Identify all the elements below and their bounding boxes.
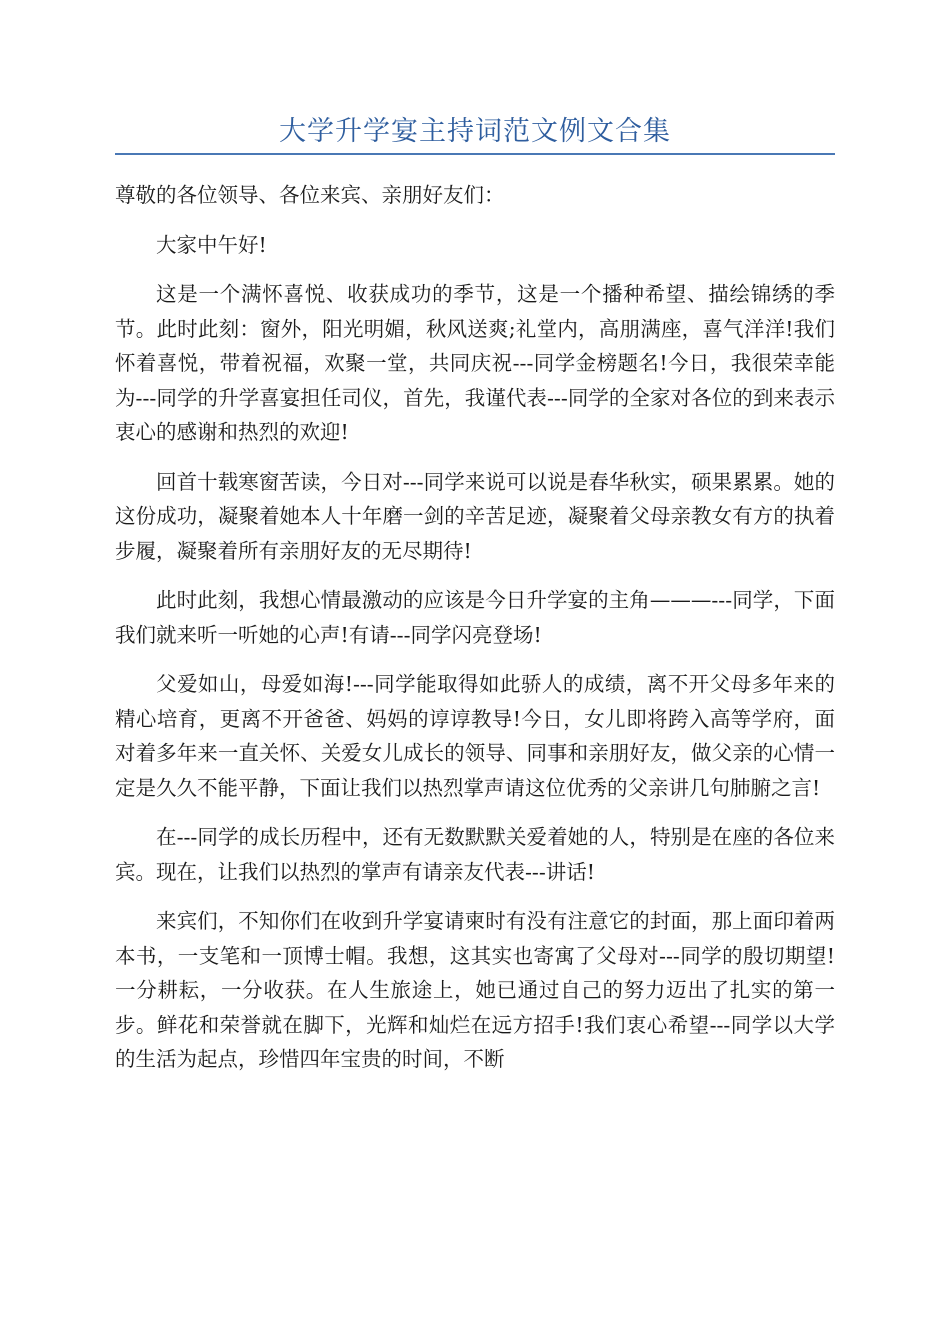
salutation: 尊敬的各位领导、各位来宾、亲朋好友们： xyxy=(115,183,505,207)
paragraph: 大家中午好! xyxy=(156,232,267,257)
paragraph: 此时此刻，我想心情最激动的应该是今日升学宴的主角———---同学，下面我们就来听一听她的心声!有请---同学闪亮登场! xyxy=(115,588,835,647)
paragraph: 来宾们，不知你们在收到升学宴请柬时有没有注意它的封面，那上面印着两本书，一支笔和一顶博士帽。我想，这其实也寄寓了父母对---同学的殷切期望!一分耕耘，一分收获。在人生旅途上，她已通过自己的努力迈出了扎实的第一步。鲜花和荣誉就在脚下，光辉和灿烂在远方招手!我们衷心希望---同学以大学的生活为起点，珍惜四年宝贵的时间，不断 xyxy=(115,909,835,1071)
paragraph: 父爱如山，母爱如海!---同学能取得如此骄人的成绩，离不开父母多年来的精心培育，更离不开爸爸、妈妈的谆谆教导!今日，女儿即将跨入高等学府，面对着多年来一直关怀、关爱女儿成长的领导、同事和亲朋好友，做父亲的心情一定是久久不能平静，下面让我们以热烈掌声请这位优秀的父亲讲几句肺腑之言! xyxy=(115,672,835,800)
document-body xyxy=(115,178,835,1092)
paragraph: 这是一个满怀喜悦、收获成功的季节，这是一个播种希望、描绘锦绣的季节。此时此刻：窗外，阳光明媚，秋风送爽;礼堂内，高朋满座，喜气洋洋!我们怀着喜悦，带着祝福，欢聚一堂，共同庆祝---同学金榜题名!今日，我很荣幸能为---同学的升学喜宴担任司仪，首先，我谨代表---同学的全家对各位的到来表示衷心的感谢和热烈的欢迎! xyxy=(115,282,835,444)
paragraph: 在---同学的成长历程中，还有无数默默关爱着她的人，特别是在座的各位来宾。现在，让我们以热烈的掌声有请亲友代表---讲话! xyxy=(115,825,835,884)
paragraph: 回首十载寒窗苦读，今日对---同学来说可以说是春华秋实，硕果累累。她的这份成功，凝聚着她本人十年磨一剑的辛苦足迹，凝聚着父母亲教女有方的执着步履，凝聚着所有亲朋好友的无尽期待! xyxy=(115,469,835,563)
title-underline xyxy=(115,153,835,155)
document-title: 大学升学宴主持词范文例文合集 xyxy=(279,116,671,147)
